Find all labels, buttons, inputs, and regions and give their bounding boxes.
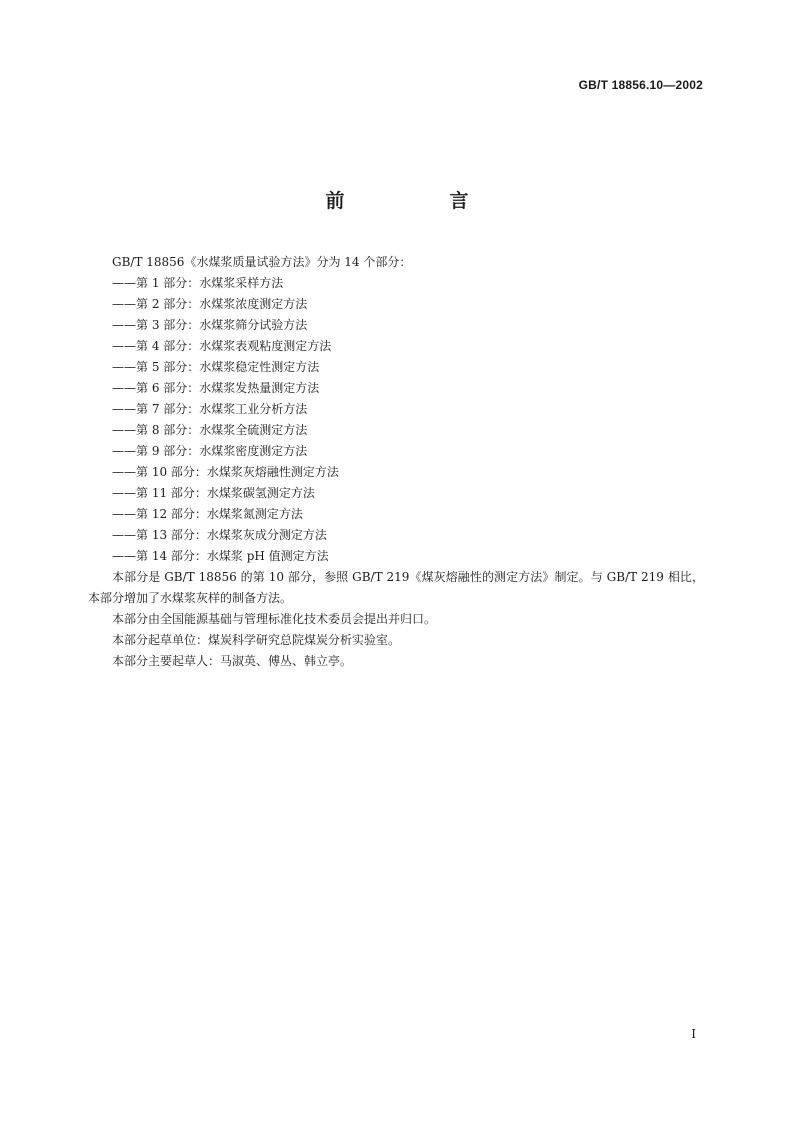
page-title: 前 言	[325, 190, 512, 212]
part-item-13: ——第 13 部分：水煤浆灰成分测定方法	[112, 528, 327, 542]
part-item-8: ——第 8 部分：水煤浆全硫测定方法	[112, 423, 308, 437]
drafting-unit-paragraph: 本部分起草单位：煤炭科学研究总院煤炭分析实验室。	[112, 633, 401, 647]
part-item-14: ——第 14 部分：水煤浆 pH 值测定方法	[112, 549, 329, 563]
part-item-12: ——第 12 部分：水煤浆氮测定方法	[112, 507, 303, 521]
standard-number: GB/T 18856.10—2002	[578, 78, 703, 92]
drafters-paragraph: 本部分主要起草人：马淑英、傅丛、韩立亭。	[112, 654, 353, 668]
part-item-6: ——第 6 部分：水煤浆发热量测定方法	[112, 381, 320, 395]
part-item-1: ——第 1 部分：水煤浆采样方法	[112, 276, 284, 290]
foreword-body	[88, 252, 704, 672]
part-item-11: ——第 11 部分：水煤浆碳氢测定方法	[112, 486, 315, 500]
part-item-2: ——第 2 部分：水煤浆浓度测定方法	[112, 297, 308, 311]
intro-paragraph: GB/T 18856《水煤浆质量试验方法》分为 14 个部分：	[112, 255, 412, 269]
part-item-3: ——第 3 部分：水煤浆筛分试验方法	[112, 318, 308, 332]
relation-paragraph: 本部分是 GB/T 18856 的第 10 部分，参照 GB/T 219《煤灰熔融性的测定方法》制定。与 GB/T 219 相比，本部分增加了水煤浆灰样的制备方法。	[88, 570, 704, 605]
part-item-5: ——第 5 部分：水煤浆稳定性测定方法	[112, 360, 320, 374]
part-item-9: ——第 9 部分：水煤浆密度测定方法	[112, 444, 308, 458]
part-list	[88, 273, 704, 567]
proposed-by-paragraph: 本部分由全国能源基础与管理标准化技术委员会提出并归口。	[112, 612, 437, 626]
part-item-10: ——第 10 部分：水煤浆灰熔融性测定方法	[112, 465, 339, 479]
page-number: I	[691, 1027, 696, 1041]
part-item-4: ——第 4 部分：水煤浆表观粘度测定方法	[112, 339, 332, 353]
part-item-7: ——第 7 部分：水煤浆工业分析方法	[112, 402, 308, 416]
